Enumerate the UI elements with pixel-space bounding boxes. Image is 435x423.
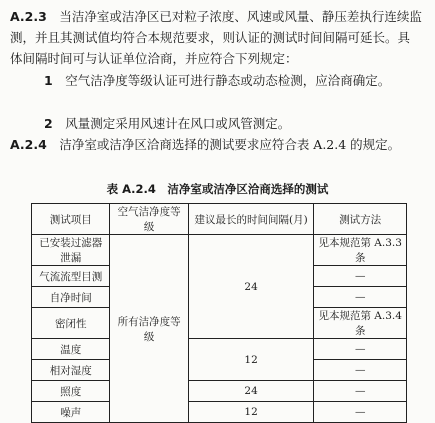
item-2 bbox=[10, 113, 422, 134]
item-text: 风量测定采用风速计在风口或风管测定。 bbox=[65, 116, 291, 131]
method-cell: — bbox=[314, 339, 407, 360]
header-cell: 建议最长的时间间隔(月) bbox=[188, 204, 314, 235]
method-cell: — bbox=[314, 381, 407, 402]
test-item-cell: 噪声 bbox=[32, 402, 110, 423]
method-cell: — bbox=[314, 287, 407, 308]
clause-number: A.2.3 bbox=[10, 9, 47, 24]
table-row bbox=[32, 381, 407, 402]
class-cell: 所有洁净度等级 bbox=[110, 235, 188, 423]
header-cell: 测试方法 bbox=[314, 204, 407, 235]
test-item-cell: 已安装过滤器泄漏 bbox=[32, 235, 110, 266]
table-header-row bbox=[32, 204, 407, 235]
clause-a-2-4 bbox=[10, 134, 422, 155]
table-row bbox=[32, 402, 407, 423]
item-text: 空气洁净度等级认证可进行静态或动态检测，应洽商确定。 bbox=[65, 73, 391, 88]
test-item-cell: 温度 bbox=[32, 339, 110, 360]
test-table bbox=[31, 203, 407, 423]
item-1 bbox=[10, 70, 422, 91]
test-item-cell: 相对湿度 bbox=[32, 360, 110, 381]
test-item-cell: 气流流型目测 bbox=[32, 266, 110, 287]
clause-text: 洁净室或洁净区洽商选择的测试要求应符合表 A.2.4 的规定。 bbox=[59, 137, 401, 152]
header-cell: 空气洁净度等级 bbox=[110, 204, 188, 235]
test-item-cell: 照度 bbox=[32, 381, 110, 402]
item-number: 1 bbox=[44, 73, 53, 88]
method-cell: — bbox=[314, 360, 407, 381]
interval-cell: 12 bbox=[188, 339, 314, 381]
clause-text: 当洁净室或洁净区已对粒子浓度、风速或风量、静压差执行连续监测，并且其测试值均符合本规范要求，则认证的测试时间间隔可延长。具体间隔时间可与认证单位洽商，并应符合下列规定： bbox=[10, 9, 422, 66]
table-row bbox=[32, 339, 407, 360]
interval-cell: 24 bbox=[188, 235, 314, 339]
table-caption: 表 A.2.4 洁净室或洁净区洽商选择的测试 bbox=[106, 182, 329, 196]
item-number: 2 bbox=[44, 116, 53, 131]
header-cell: 测试项目 bbox=[32, 204, 110, 235]
method-cell: 见本规范第 A.3.4 条 bbox=[314, 308, 407, 339]
test-item-cell: 密闭性 bbox=[32, 308, 110, 339]
method-cell: — bbox=[314, 266, 407, 287]
test-item-cell: 自净时间 bbox=[32, 287, 110, 308]
clause-number: A.2.4 bbox=[10, 137, 47, 152]
clause-a-2-3 bbox=[10, 6, 422, 69]
method-cell: 见本规范第 A.3.3 条 bbox=[314, 235, 407, 266]
table-row bbox=[32, 235, 407, 266]
interval-cell: 24 bbox=[188, 381, 314, 402]
interval-cell: 12 bbox=[188, 402, 314, 423]
method-cell: — bbox=[314, 402, 407, 423]
